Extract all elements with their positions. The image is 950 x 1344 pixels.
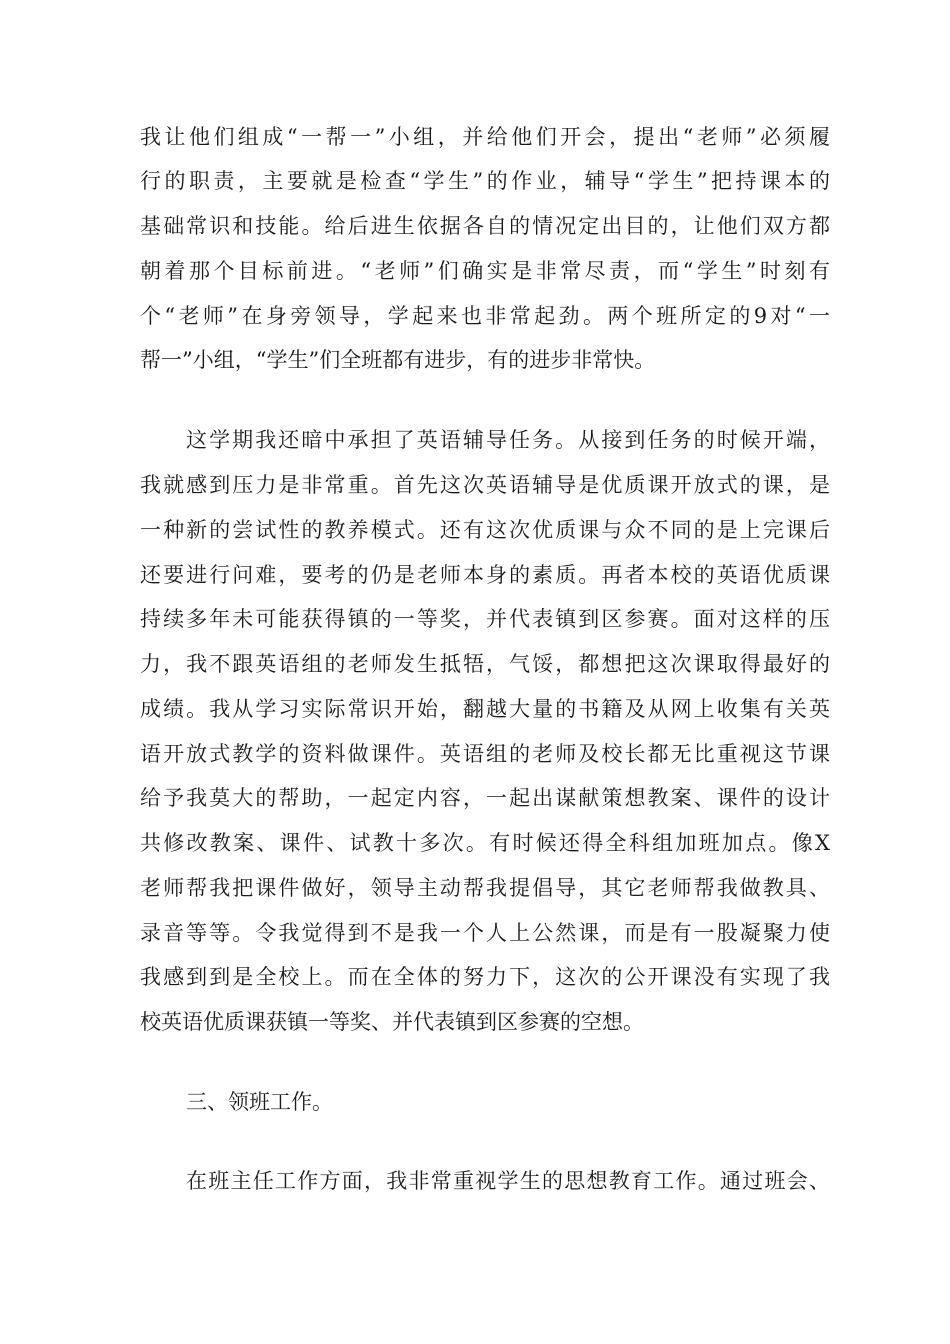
text-line: 朝着那个目标前进。“老师”们确实是非常尽责，而“学生”时刻有 (140, 259, 830, 283)
text-line: 在班主任工作方面，我非常重视学生的思想教育工作。通过班会、 (186, 1169, 830, 1193)
text-line: 我感到到是全校上。而在全体的努力下，这次的公开课没有实现了我 (140, 965, 830, 989)
text-line: 还要进行问难，要考的仍是老师本身的素质。再者本校的英语优质课 (140, 563, 830, 587)
text-line: 我让他们组成“一帮一”小组，并给他们开会，提出“老师”必须履 (140, 125, 830, 149)
text-line: 老师帮我把课件做好，领导主动帮我提倡导，其它老师帮我做教具、 (140, 876, 830, 900)
text-line: 成绩。我从学习实际常识开始，翻越大量的书籍及从网上收集有关英 (140, 697, 830, 721)
text-line: 个“老师”在身旁领导，学起来也非常起劲。两个班所定的9对“一 (140, 304, 830, 328)
text-line: 录音等等。令我觉得到不是我一个人上公然课，而是有一股凝聚力使 (140, 921, 830, 945)
text-line: 力，我不跟英语组的老师发生抵牾，气馁，都想把这次课取得最好的 (140, 652, 830, 676)
text-line: 语开放式教学的资料做课件。英语组的老师及校长都无比重视这节课 (140, 742, 830, 766)
text-line: 校英语优质课获镇一等奖、并代表镇到区参赛的空想。 (140, 1010, 644, 1034)
text-line: 这学期我还暗中承担了英语辅导任务。从接到任务的时候开端， (186, 428, 830, 452)
text-line: 帮一”小组，“学生”们全班都有进步，有的进步非常快。 (140, 348, 656, 372)
text-line: 我就感到压力是非常重。首先这次英语辅导是优质课开放式的课，是 (140, 473, 830, 497)
text-line: 共修改教案、课件、试教十多次。有时候还得全科组加班加点。像X (140, 831, 830, 855)
text-line: 持续多年未可能获得镇的一等奖，并代表镇到区参赛。面对这样的压 (140, 607, 830, 631)
section-heading: 三、领班工作。 (186, 1090, 333, 1114)
text-line: 基础常识和技能。给后进生依据各自的情况定出目的，让他们双方都 (140, 214, 830, 238)
text-line: 给予我莫大的帮助，一起定内容，一起出谋献策想教案、课件的设计 (140, 786, 830, 810)
text-line: 行的职责，主要就是检查“学生”的作业，辅导“学生”把持课本的 (140, 169, 830, 193)
text-line: 一种新的尝试性的教养模式。还有这次优质课与众不同的是上完课后 (140, 518, 830, 542)
